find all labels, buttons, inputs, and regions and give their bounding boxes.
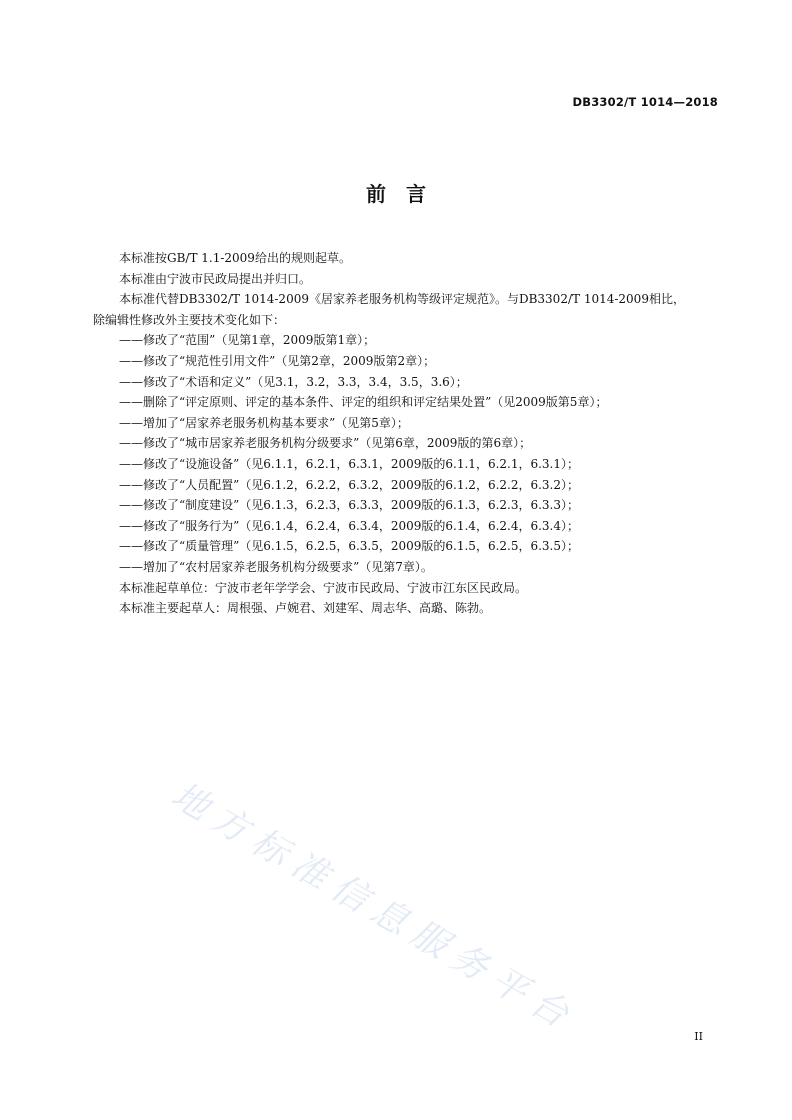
paragraph: 本标准由宁波市民政局提出并归口。 (119, 271, 312, 286)
list-item: ——修改了“人员配置”（见6.1.2，6.2.2，6.3.2，2009版的6.1.2，6.2.2，6.3.2）； (119, 477, 580, 492)
list-item: ——增加了“农村居家养老服务机构分级要求”（见第7章）。 (119, 559, 433, 574)
body-text (93, 248, 733, 619)
watermark: 地方标准信息服务平台 (164, 774, 584, 1041)
list-item: ——修改了“制度建设”（见6.1.3，6.2.3，6.3.3，2009版的6.1.3，6.2.3，6.3.3）； (119, 498, 580, 513)
list-item: ——修改了“术语和定义”（见3.1，3.2，3.3，3.4，3.5，3.6）； (119, 374, 468, 389)
list-item: ——删除了“评定原则、评定的基本条件、评定的组织和评定结果处置”（见2009版第5章）； (119, 395, 608, 410)
page-number: II (694, 1030, 703, 1043)
paragraph: 本标准代替DB3302/T 1014-2009《居家养老服务机构等级评定规范》。与DB3302/T 1014-2009相比， (119, 292, 685, 307)
document-code: DB3302/T 1014—2018 (572, 95, 718, 109)
list-item: ——修改了“设施设备”（见6.1.1，6.2.1，6.3.1，2009版的6.1.1，6.2.1，6.3.1）； (119, 456, 580, 471)
list-item: ——修改了“范围”（见第1章，2009版第1章）； (119, 333, 376, 348)
list-item: ——修改了“城市居家养老服务机构分级要求”（见第6章，2009版的第6章）； (119, 436, 532, 451)
paragraph: 除编辑性修改外主要技术变化如下： (93, 312, 286, 327)
page-title: 前言 (366, 182, 446, 206)
paragraph: 本标准主要起草人：周根强、卢婉君、刘建军、周志华、高璐、陈勃。 (119, 601, 492, 616)
paragraph: 本标准起草单位：宁波市老年学学会、宁波市民政局、宁波市江东区民政局。 (119, 580, 528, 595)
paragraph: 本标准按GB/T 1.1-2009给出的规则起草。 (119, 251, 351, 265)
list-item: ——修改了“规范性引用文件”（见第2章，2009版第2章）； (119, 353, 436, 368)
list-item: ——修改了“服务行为”（见6.1.4，6.2.4，6.3.4，2009版的6.1.4，6.2.4，6.3.4）； (119, 518, 580, 533)
list-item: ——增加了“居家养老服务机构基本要求”（见第5章）； (119, 415, 409, 430)
list-item: ——修改了“质量管理”（见6.1.5，6.2.5，6.3.5，2009版的6.1.5，6.2.5，6.3.5）； (119, 539, 580, 554)
